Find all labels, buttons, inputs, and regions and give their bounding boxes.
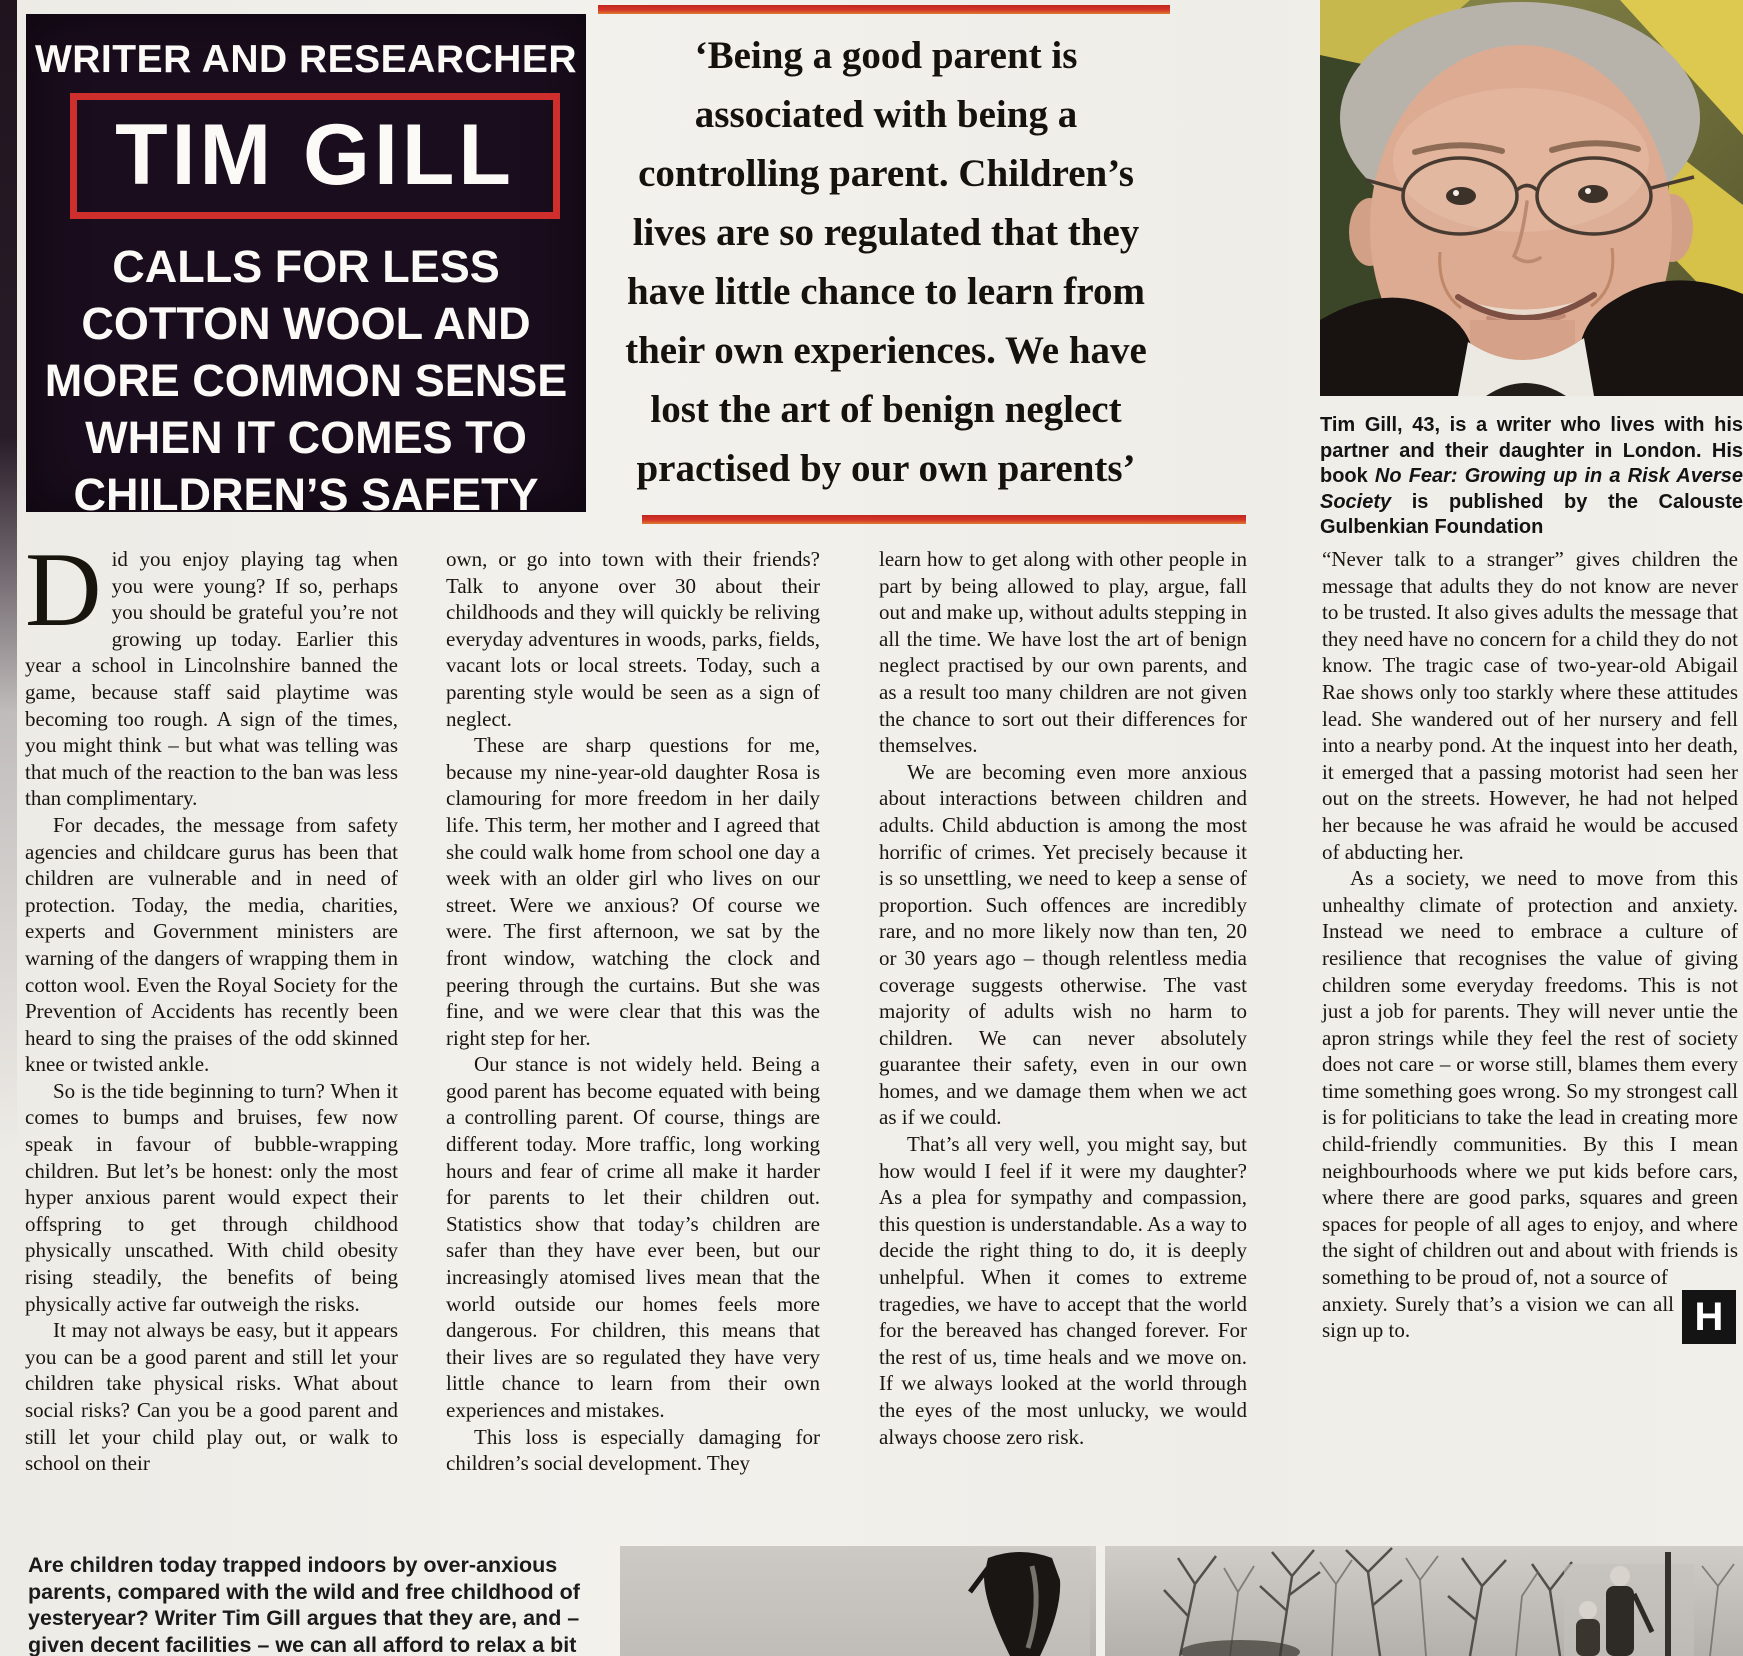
masthead-subhead-line: CHILDREN’S SAFETY [73, 469, 539, 520]
headline-block [26, 14, 586, 520]
end-mark-logo: H [1682, 1290, 1736, 1344]
pull-quote-line: their own experiences. We have [625, 329, 1147, 372]
portrait-caption-tail: is published by the Calouste Gulbenkian Foundation [1320, 490, 1743, 539]
masthead-subhead-line: MORE COMMON SENSE [44, 355, 568, 406]
author-name: TIM GILL [115, 107, 515, 203]
article-paragraph: So is the tide beginning to turn? When it comes to bumps and bruises, few now speak in favour of bubble-wrapping children. But let’s be honest: only the most hyper anxious parent would expect their offspring to get through childhood physically unscathed. With child obesity rising steadily, the benefits of being physically active far outweigh the risks. [25, 1078, 398, 1316]
article-paragraph: As a society, we need to move from this unhealthy climate of protection and anxiety. Instead we need to embrace a culture of resilience that recognises the value of giving children some everyday freedoms. This is not just a job for parents. They will never untie the apron strings while they feel the rest of society does not care – or worse still, blames them every time something goes wrong. So my strongest call is for politicians to take the lead in creating more child-friendly communities. By this I mean neighbourhoods where we put kids before cars, where there are good parks, squares and green spaces for people of all ages to enjoy, and where the sight of children out and about with friends is something to be proud of, not a source of [1322, 866, 1738, 1290]
pull-quote-line: have little chance to learn from [626, 270, 1146, 313]
masthead-subhead-line: CALLS FOR LESS [112, 241, 500, 292]
scan-edge-shadow [0, 0, 17, 1150]
article-paragraph: That’s all very well, you might say, but how would I feel if it were my daughter? As a plea for sympathy and compassion, this question is understandable. As a way to decide the right thing to do, it is deeply unhelpful. When it comes to extreme tragedies, we have to accept that the world for the bereaved has changed forever. For the rest of us, time heals and we move on. If we always looked at the world through the eyes of the most unlucky, we would always choose zero risk. [879, 1132, 1247, 1449]
pull-quote-line: lost the art of benign neglect [650, 388, 1122, 431]
portrait-caption [1320, 413, 1743, 541]
pull-quote-line: practised by our own parents’ [636, 447, 1136, 490]
book-title: No Fear: Growing up in a Risk Averse Society [1320, 465, 1743, 513]
pull-quote [592, 26, 1180, 498]
article-column [446, 546, 820, 1477]
pull-quote-rule-bottom [642, 515, 1246, 524]
kicker: WRITER AND RESEARCHER [34, 38, 578, 81]
article-paragraph: It may not always be easy, but it appears you can be a good parent and still let your children take physical risks. What about social risks? Can you be a good parent and still let your child play out, or walk to school on their [25, 1318, 398, 1476]
name-box [70, 93, 560, 219]
pull-quote-line: ‘Being a good parent is [694, 34, 1078, 77]
article-paragraph: Our stance is not widely held. Being a good parent has become equated with being a controlling parent. Of course, things are different today. More traffic, long working hours and fear of crime all make it harder for parents to let their children out. Statistics show that today’s children are safer than they have ever been, but our increasingly atomised lives mean that the world outside our homes feels more dangerous. For children, this means that their lives are so regulated they have very little chance to learn from their own experiences and mistakes. [446, 1052, 820, 1422]
article-paragraph: We are becoming even more anxious about interactions between children and adults. Child abduction is among the most horrific of crimes. Yet precisely because it is so unsettling, we need to keep a sense of proportion. Such offences are incredibly rare, and no more likely now than ten, 20 or 30 years ago – though relentless media coverage suggests otherwise. The vast majority of adults wish no harm to children. We can never absolutely guarantee their safety, even in our own homes, and we damage them when we act as if we could. [879, 759, 1247, 1130]
portrait-figure [1320, 0, 1743, 541]
pull-quote-rule-top [598, 5, 1170, 14]
masthead-subhead-line: COTTON WOOL AND [81, 298, 531, 349]
article-paragraph: Did you enjoy playing tag when you were young? If so, perhaps you should be grateful you’re not growing up today. Earlier this year a school in Lincolnshire banned the game, because staff said playtime was becoming too rough. A sign of the times, you might think – but what was telling was that much of the reaction to the ban was less than complimentary. [25, 531, 398, 811]
portrait-photo [1320, 0, 1743, 396]
article-paragraph: For decades, the message from safety agencies and childcare gurus has been that children are vulnerable and in need of protection. Today, the media, charities, experts and Government ministers are warning of the dangers of wrapping them in cotton wool. Even the Royal Society for the Prevention of Accidents has recently been heard to sing the praises of the odd skinned knee or twisted ankle. [25, 812, 398, 1077]
article-paragraph: “Never talk to a stranger” gives children the message that adults they do not know are never to be trusted. It also gives adults the message that they need have no concern for a child they do not know. The tragic case of two-year-old Abigail Rae shows only too starkly where these attitudes lead. She wandered out of her nursery and fell into a nearby pond. At the inquest into her death, it emerged that a passing motorist had seen her out on the streets. However, he had not helped her because he was afraid he would be accused of abducting her. [1322, 547, 1738, 864]
article-column [1322, 546, 1738, 1344]
article-paragraph: This loss is especially damaging for children’s social development. They [446, 1424, 820, 1476]
masthead-subhead-line: WHEN IT COMES TO [85, 412, 527, 463]
bottom-photo-strip [620, 1546, 1743, 1656]
article-column [879, 546, 1247, 1450]
article-paragraph: own, or go into town with their friends? Talk to anyone over 30 about their childhoods and they will quickly be reliving everyday adventures in woods, parks, fields, vacant lots or local streets. Today, such a parenting style would be seen as a sign of neglect. [446, 547, 820, 731]
pull-quote-line: associated with being a [694, 93, 1078, 136]
footer-caption: Are children today trapped indoors by over-anxious parents, compared with the wild and free childhood of yesteryear? Writer Tim Gill argues that they are, and – given decent facilities – we can all afford to relax a bit [28, 1553, 580, 1656]
article-column [25, 531, 398, 1477]
portrait-caption-text: Tim Gill, 43, is a writer who lives with his partner and their daughter in London. His book [1320, 414, 1743, 488]
pull-quote-line: lives are so regulated that they [632, 211, 1140, 254]
pull-quote-line: controlling parent. Children’s [638, 152, 1134, 195]
masthead-subhead [26, 238, 586, 523]
article-paragraph: learn how to get along with other people in part by being allowed to play, argue, fall out and make up, without adults stepping in all the time. We have lost the art of benign neglect practised by our own parents, and as a result too many children are not given the chance to sort out their differences for themselves. [879, 547, 1247, 758]
article-paragraph: anxiety. Surely that’s a vision we can all sign up to. [1322, 1291, 1674, 1343]
drop-cap: D [25, 531, 102, 648]
article-paragraph: These are sharp questions for me, because my nine-year-old daughter Rosa is clamouring for more freedom in her daily life. This term, her mother and I agreed that she could walk home from school one day a week with an older girl who lives on our street. Were we anxious? Of course we were. The first afternoon, we sat by the front window, watching the clock and peering through the curtains. But she was fine, and we were clear that this was the right step for her. [446, 733, 820, 1050]
playground-photo [620, 1546, 1743, 1656]
